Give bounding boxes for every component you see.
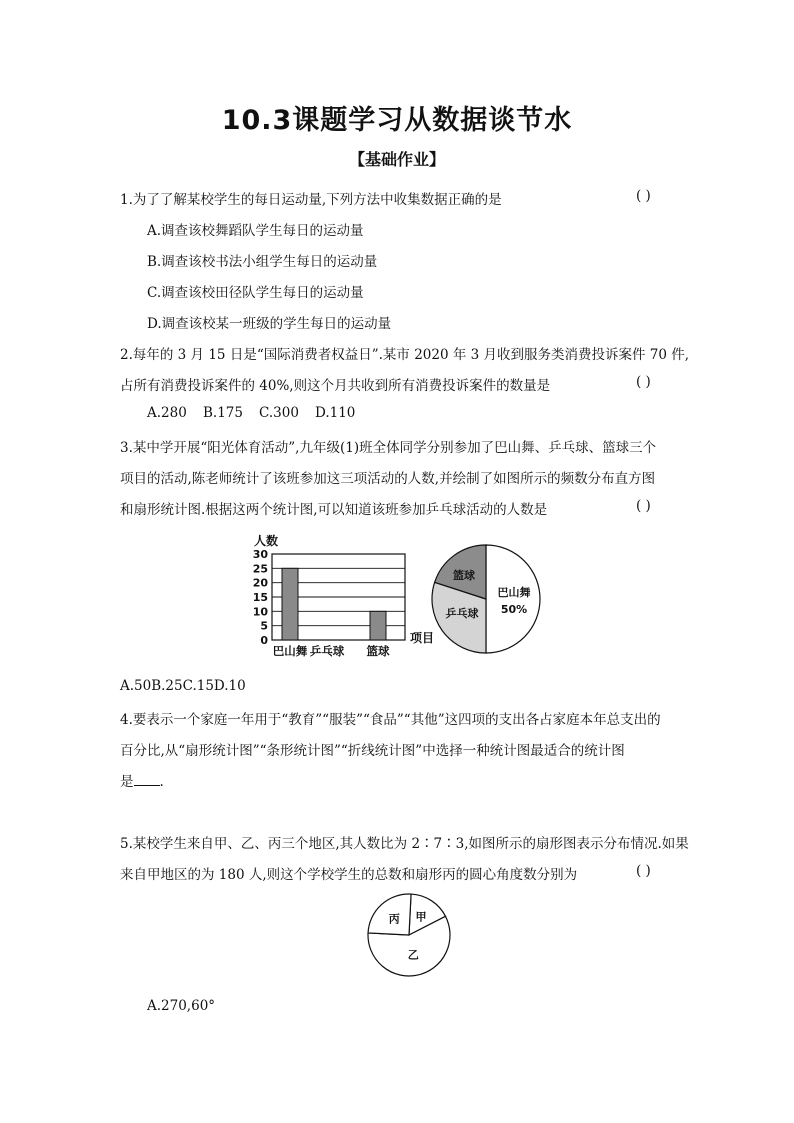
q1-option-b: B.调查该校书法小组学生每日的运动量 bbox=[147, 254, 378, 270]
q2-option-c: C.300 bbox=[259, 405, 299, 421]
page-title: 10.3课题学习从数据谈节水 bbox=[221, 105, 573, 136]
q4-prefix: 是 bbox=[120, 774, 134, 790]
bar-chart-category-label: 巴山舞 bbox=[272, 644, 308, 658]
q1-option-c: C.调查该校田径队学生每日的运动量 bbox=[147, 285, 364, 301]
q2-line-1: 2.每年的 3 月 15 日是“国际消费者权益日”.某市 2020 年 3 月收到服务类消费投诉案件 70 件, bbox=[120, 347, 690, 363]
q3-line-2: 项目的活动,陈老师统计了该班参加这三项活动的人数,并绘制了如图所示的频数分布直方图 bbox=[120, 471, 656, 487]
q2-line-2: 占所有消费投诉案件的 40%,则这个月共收到所有消费投诉案件的数量是 bbox=[120, 378, 551, 394]
q5-option-a: A.270,60° bbox=[147, 998, 216, 1014]
pie-label: 乒乓球 bbox=[445, 607, 479, 620]
q2-option-a: A.280 bbox=[147, 405, 187, 421]
q1-stem: 1.为了了解某校学生的每日运动量,下列方法中收集数据正确的是 bbox=[120, 192, 502, 208]
bar-chart-category-label: 乒乓球 bbox=[309, 644, 345, 658]
q2-option-d: D.110 bbox=[315, 405, 356, 421]
pie-label: 乙 bbox=[407, 948, 419, 962]
pie-label: 篮球 bbox=[453, 569, 475, 582]
q1-option-d: D.调查该校某一班级的学生每日的运动量 bbox=[147, 316, 392, 332]
activity-pie-chart bbox=[428, 542, 548, 658]
q1-option-a: A.调查该校舞蹈队学生每日的运动量 bbox=[147, 223, 364, 239]
q2-answer-paren: ( ) bbox=[636, 374, 651, 390]
q4-line-3 bbox=[120, 770, 164, 790]
bar-chart-tick-label: 25 bbox=[252, 562, 268, 576]
pie-value-label: 50% bbox=[500, 603, 528, 616]
bar-3 bbox=[370, 611, 386, 640]
bar-chart-tick-label: 0 bbox=[260, 634, 268, 647]
bar-chart-tick-label: 15 bbox=[252, 591, 268, 604]
pie-slice-1 bbox=[486, 545, 540, 653]
q3-line-1: 3.某中学开展“阳光体育活动”,九年级(1)班全体同学分别参加了巴山舞、乒乓球、篮球三个 bbox=[120, 440, 657, 456]
q3-answer-paren: ( ) bbox=[636, 498, 651, 514]
q5-line-1: 5.某校学生来自甲、乙、丙三个地区,其人数比为 2∶7∶3,如图所示的扇形图表示分布情况.如果 bbox=[120, 836, 689, 852]
q2-option-b: B.175 bbox=[203, 405, 243, 421]
bar-chart-tick-label: 10 bbox=[252, 605, 268, 619]
bar-chart-ylabel: 人数 bbox=[254, 534, 279, 548]
q5-answer-paren: ( ) bbox=[636, 863, 651, 879]
bar-chart bbox=[240, 530, 440, 660]
q3-line-3: 和扇形统计图.根据这两个统计图,可以知道该班参加乒乓球活动的人数是 bbox=[120, 502, 548, 518]
q4-line-2: 百分比,从“扇形统计图”“条形统计图”“折线统计图”中选择一种统计图最适合的统计图 bbox=[120, 743, 625, 759]
pie-label: 甲 bbox=[415, 910, 427, 924]
q5-line-2: 来自甲地区的为 180 人,则这个学校学生的总数和扇形丙的圆心角度数分别为 bbox=[120, 867, 578, 883]
section-heading: 【基础作业】 bbox=[348, 150, 445, 169]
q4-line-1: 4.要表示一个家庭一年用于“教育”“服装”“食品”“其他”这四项的支出各占家庭本年总支出的 bbox=[120, 712, 661, 728]
q4-suffix: . bbox=[159, 774, 164, 790]
pie-label: 丙 bbox=[388, 912, 400, 926]
bar-chart-tick-label: 20 bbox=[252, 576, 268, 590]
pie-label: 巴山舞 bbox=[497, 586, 531, 599]
region-pie-chart bbox=[364, 890, 454, 980]
q4-answer-blank bbox=[134, 773, 160, 786]
bar-chart-tick-label: 30 bbox=[252, 548, 268, 561]
bar-chart-xlabel: 项目 bbox=[410, 631, 435, 645]
bar-chart-category-label: 篮球 bbox=[366, 644, 390, 658]
q3-answer-options: A.50B.25C.15D.10 bbox=[120, 678, 246, 694]
q1-answer-paren: ( ) bbox=[636, 188, 651, 204]
bar-chart-tick-label: 5 bbox=[260, 619, 268, 633]
bar-1 bbox=[282, 568, 298, 640]
